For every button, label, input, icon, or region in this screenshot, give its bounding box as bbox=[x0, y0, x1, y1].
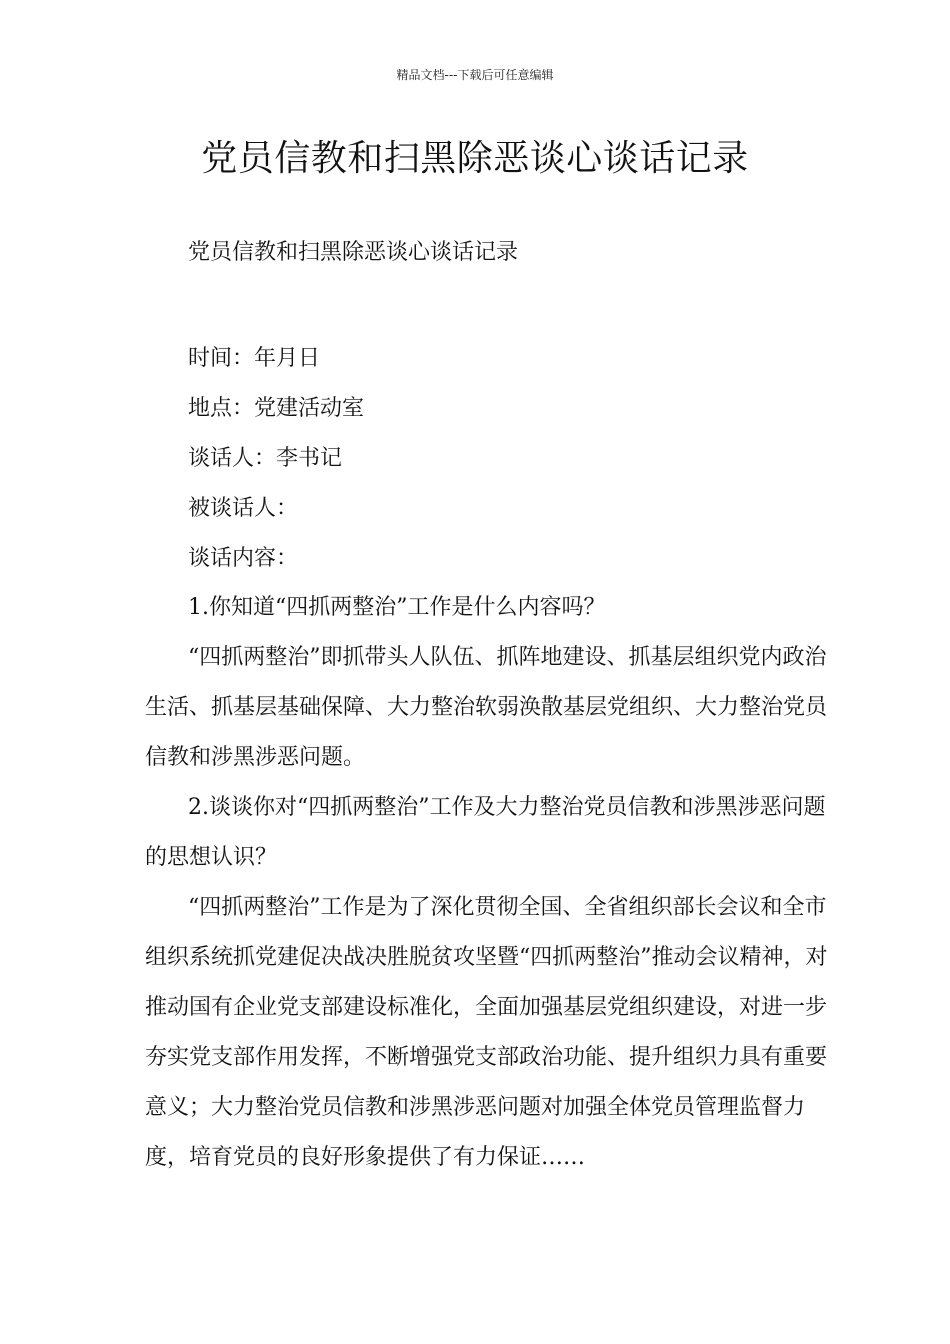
info-interviewee: 被谈话人： bbox=[188, 496, 299, 521]
body-block bbox=[145, 583, 845, 1183]
info-place: 地点：党建活动室 bbox=[188, 396, 365, 421]
info-content-label: 谈话内容： bbox=[188, 546, 299, 571]
answer-2: “四抓两整治”工作是为了深化贯彻全国、全省组织部长会议和全市组织系统抓党建促决战决胜脱贫攻坚暨“四抓两整治”推动会议精神，对推动国有企业党支部建设标准化，全面加强基层党组织建设，对进一步夯实党支部作用发挥，不断增强党支部政治功能、提升组织力具有重要意义；大力整治党员信教和涉黑涉恶问题对加强全体党员管理监督力度，培育党员的良好形象提供了有力保证…… bbox=[145, 895, 828, 1170]
question-2: 2.谈谈你对“四抓两整治”工作及大力整治党员信教和涉黑涉恶问题的思想认识？ bbox=[145, 795, 826, 870]
document-subtitle: 党员信教和扫黑除恶谈心谈话记录 bbox=[188, 240, 519, 265]
document-title: 党员信教和扫黑除恶谈心谈话记录 bbox=[201, 138, 749, 179]
info-time: 时间：年月日 bbox=[188, 346, 321, 371]
info-speaker: 谈话人：李书记 bbox=[188, 446, 343, 471]
info-block bbox=[188, 334, 364, 584]
header-note: 精品文档---下载后可任意编辑 bbox=[396, 68, 554, 82]
question-1: 1.你知道“四抓两整治”工作是什么内容吗？ bbox=[188, 595, 606, 620]
answer-1: “四抓两整治”即抓带头人队伍、抓阵地建设、抓基层组织党内政治生活、抓基层基础保障、大力整治软弱涣散基层党组织、大力整治党员信教和涉黑涉恶问题。 bbox=[145, 645, 828, 770]
